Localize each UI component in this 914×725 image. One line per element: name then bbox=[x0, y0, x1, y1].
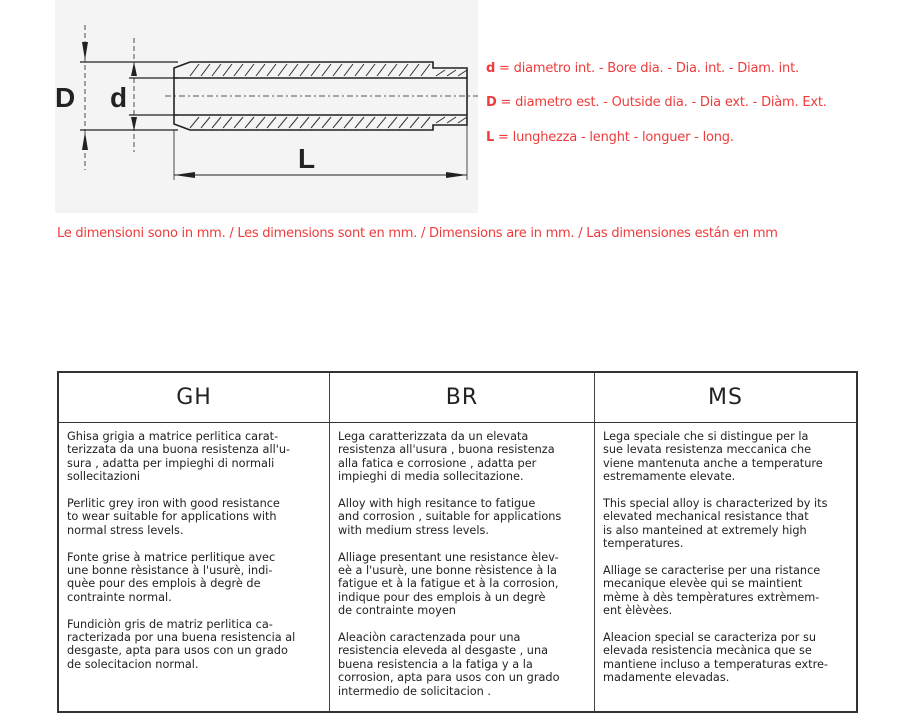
units-note: Le dimensioni sono in mm. / Les dimensions sont en mm. / Dimensions are in mm. / Las dimensiones están en mm bbox=[57, 226, 778, 241]
hatch-line bbox=[201, 117, 210, 128]
hatch-line bbox=[190, 64, 199, 76]
hatch-line bbox=[300, 117, 309, 128]
D-bottom-arrow bbox=[82, 132, 88, 150]
hatch-line bbox=[410, 64, 419, 76]
legend-key: L bbox=[486, 130, 495, 145]
hatch-line bbox=[223, 64, 232, 76]
hatch-line bbox=[223, 117, 232, 128]
hatch-line bbox=[421, 117, 430, 128]
legend-text: = diametro est. - Outside dia. - Dia ext. - Diàm. Ext. bbox=[496, 95, 827, 110]
hatch-line bbox=[289, 117, 298, 128]
hatch-line bbox=[388, 117, 397, 128]
description-es: Aleacion special se caracteriza por su elevada resistencia mecànica que se mantiene incluso a temperaturas extre- madamente elevadas. bbox=[603, 631, 829, 685]
hatch-line bbox=[377, 64, 386, 76]
L-left-arrow bbox=[174, 172, 195, 178]
legend-key: d bbox=[486, 61, 496, 76]
hatch-line bbox=[436, 70, 445, 76]
hatch-line bbox=[344, 64, 353, 76]
hatch-line bbox=[436, 117, 445, 123]
hatch-line bbox=[399, 64, 408, 76]
hatch-line bbox=[267, 64, 276, 76]
column-header-gh: GH bbox=[58, 372, 330, 423]
legend-text: = lunghezza - lenght - longuer - long. bbox=[494, 130, 734, 145]
legend-key: D bbox=[486, 95, 497, 110]
hatch-line bbox=[267, 117, 276, 128]
hatch-line bbox=[212, 64, 221, 76]
description-en: Alloy with high resitance to fatigue and corrosion , suitable for applications with medium stress levels. bbox=[338, 497, 562, 537]
column-header-ms: MS bbox=[595, 372, 858, 423]
legend-text: = diametro int. - Bore dia. - Dia. int. - Diam. int. bbox=[495, 61, 799, 76]
D-label: D bbox=[55, 82, 76, 113]
description-it: Lega caratterizzata da un elevata resistenza all'usura , buona resistenza alla fatica e corrosione , adatta per impieghi di media sollecitazione. bbox=[338, 430, 555, 484]
hatch-line bbox=[256, 64, 265, 76]
br-description bbox=[330, 423, 595, 713]
hatch-line bbox=[447, 70, 456, 76]
hatch-line bbox=[344, 117, 353, 128]
bushing-drawing bbox=[55, 0, 478, 213]
L-label: L bbox=[298, 143, 316, 174]
description-en: Perlitic grey iron with good resistance to wear suitable for applications with normal stress levels. bbox=[67, 497, 280, 537]
hatch-line bbox=[447, 117, 456, 123]
hatch-line bbox=[355, 117, 364, 128]
d-bottom-arrow bbox=[131, 117, 137, 131]
hatch-line bbox=[190, 117, 199, 128]
hatch-line bbox=[366, 117, 375, 128]
ms-description bbox=[595, 423, 858, 713]
description-fr: Alliage presentant une resistance èlev- eè a l'usurè, une bonne rèsistence à la fatigue et à la fatigue et à la corrosion, indique pour des emplois à un degrè de contrainte moyen bbox=[338, 550, 559, 618]
description-fr: Alliage se caracterise per una ristance mecanique elevèe qui se maintient mème à dès tempèratures extrèmem- ent èlèvèes. bbox=[603, 564, 821, 618]
hatch-line bbox=[245, 117, 254, 128]
hatch-line bbox=[300, 64, 309, 76]
L-right-arrow bbox=[446, 172, 467, 178]
hatch-line bbox=[366, 64, 375, 76]
hatch-line bbox=[311, 117, 320, 128]
hatch-line bbox=[256, 117, 265, 128]
hatch-line bbox=[399, 117, 408, 128]
description-it: Ghisa grigia a matrice perlitica carat- terizzata da una buona resistenza all'u- sura , adatta per impieghi di normali sollecitazioni bbox=[67, 430, 291, 484]
hatch-line bbox=[311, 64, 320, 76]
hatch-line bbox=[278, 64, 287, 76]
hatch-line bbox=[388, 64, 397, 76]
hatch-line bbox=[377, 117, 386, 128]
hatch-line bbox=[458, 70, 467, 76]
hatch-line bbox=[245, 64, 254, 76]
legend-L bbox=[486, 130, 734, 145]
hatch-line bbox=[322, 117, 331, 128]
D-top-arrow bbox=[82, 42, 88, 60]
hatch-line bbox=[458, 117, 467, 123]
hatch-line bbox=[333, 64, 342, 76]
hatch-line bbox=[212, 117, 221, 128]
description-es: Fundiciòn gris de matriz perlitica ca- racterizada por una buena resistencia al desgaste, apta para usos con un grado de solecitacion normal. bbox=[67, 617, 296, 671]
hatch-line bbox=[333, 117, 342, 128]
hatch-line bbox=[234, 117, 243, 128]
hatch-line bbox=[410, 117, 419, 128]
description-es: Aleaciòn caractenzada pour una resistencia eleveda al desgaste , una buena resistencia a la fatiga y a la corrosion, apta para usos con un grado intermedio de solicitacion . bbox=[338, 631, 560, 698]
legend-D bbox=[486, 95, 827, 110]
hatch-line bbox=[322, 64, 331, 76]
d-label: d bbox=[110, 82, 128, 113]
gh-description bbox=[58, 423, 330, 713]
d-top-arrow bbox=[131, 62, 137, 76]
description-fr: Fonte grise à matrice perlitique avec une bonne rèsistance à l'usurè, indi- quèe pour des emplois à degrè de contrainte normal. bbox=[67, 550, 276, 604]
hatch-line bbox=[289, 64, 298, 76]
hatch-line bbox=[278, 117, 287, 128]
materials-table bbox=[57, 371, 858, 713]
legend-d bbox=[486, 61, 799, 76]
hatch-line bbox=[355, 64, 364, 76]
column-header-br: BR bbox=[330, 372, 595, 423]
bushing-dimension-diagram bbox=[55, 0, 478, 213]
description-it: Lega speciale che si distingue per la sue levata resistenza meccanica che viene mantenuta anche a temperature estremamente elevate. bbox=[603, 430, 823, 484]
description-en: This special alloy is characterized by its elevated mechanical resistance that is also manteined at extremely high temperatures. bbox=[603, 497, 828, 551]
hatch-line bbox=[201, 64, 210, 76]
hatch-line bbox=[234, 64, 243, 76]
hatch-line bbox=[421, 64, 430, 76]
